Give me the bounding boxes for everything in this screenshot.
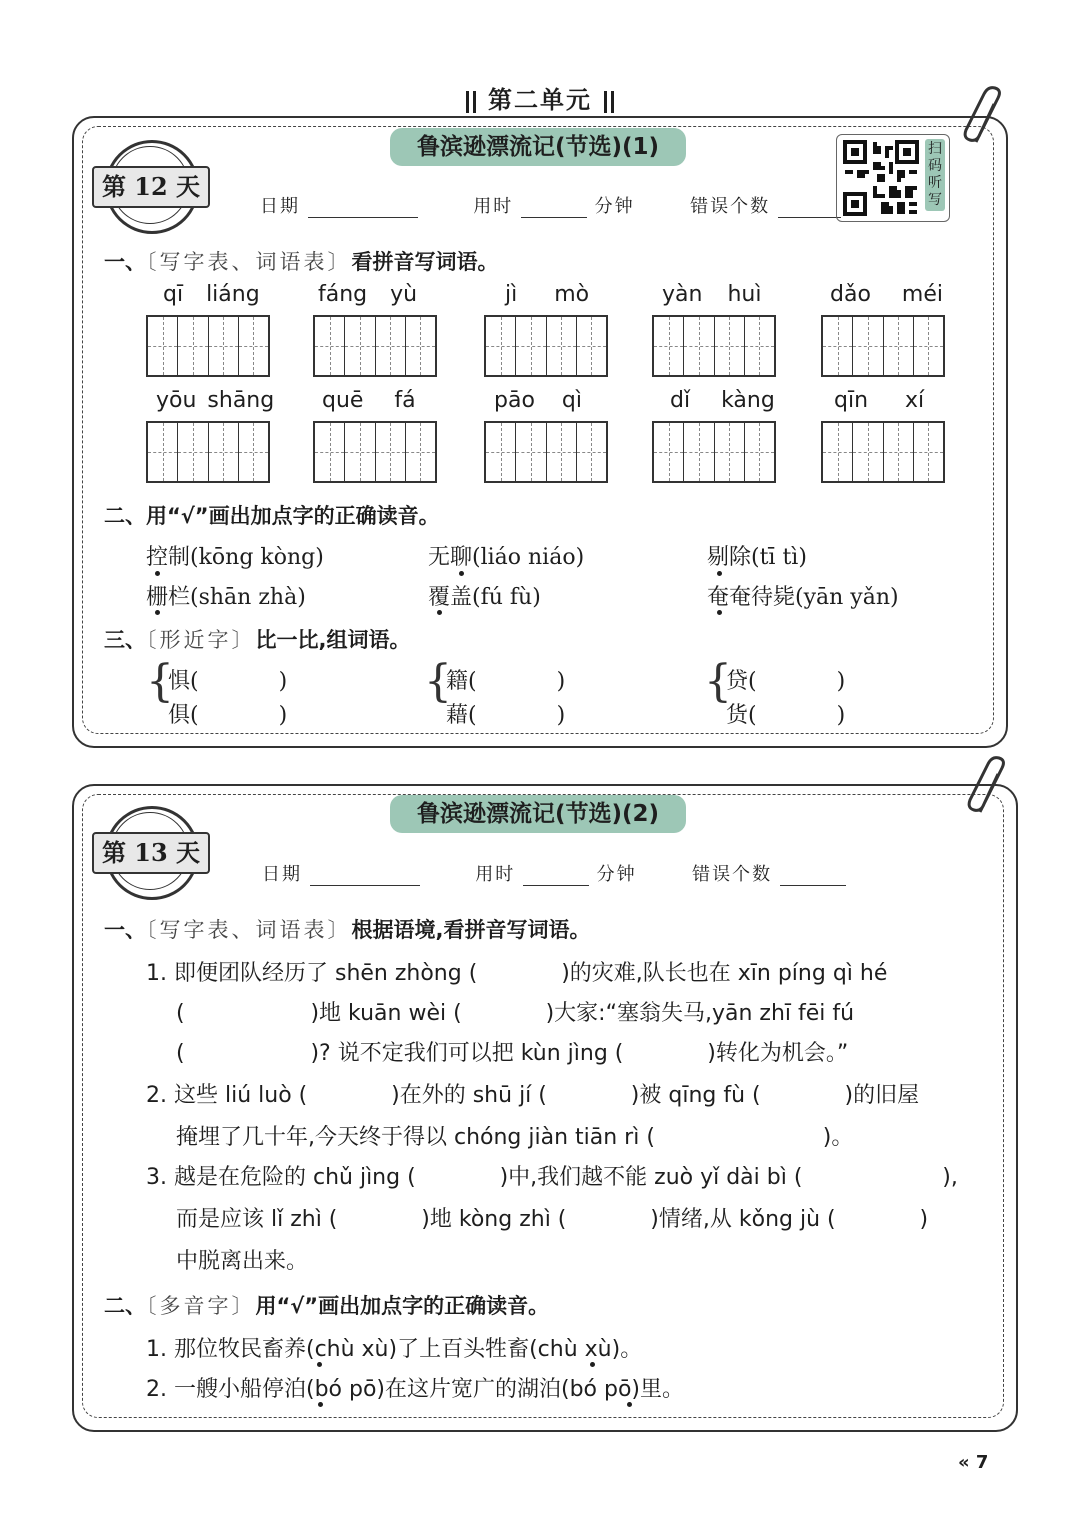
lesson12-day-label: 第 12 天 — [92, 166, 210, 208]
unit-title: 第二单元 — [0, 80, 1080, 115]
writing-grid[interactable] — [652, 421, 776, 483]
lesson13-day-label: 第 13 天 — [92, 832, 210, 874]
pinyin-label: dǎo méi — [830, 282, 943, 307]
lesson12-section2-heading: 二、用“√”画出加点字的正确读音。 — [104, 504, 440, 528]
context-question-line[interactable]: 3. 越是在危险的 chǔ jìng ( )中,我们越不能 zuò yǐ dài bì ( ), — [146, 1165, 958, 1190]
context-question-line[interactable]: 掩埋了几十年,今天终于得以 chóng jiàn tiān rì ( )。 — [176, 1125, 854, 1150]
qr-code-icon[interactable] — [841, 138, 921, 218]
writing-grid[interactable] — [484, 421, 608, 483]
lesson13-section1-heading: 一、〔写字表、词语表〕根据语境,看拼音写词语。 — [104, 918, 591, 942]
lesson12-section3-heading: 三、〔形近字〕比一比,组词语。 — [104, 628, 411, 652]
word-pair-top: 籍( ) — [446, 669, 566, 694]
errors-field[interactable] — [780, 867, 846, 886]
lesson12-day-badge — [92, 140, 202, 230]
emphasis-dot — [317, 1362, 322, 1367]
errors-label: 错误个数 — [690, 196, 771, 217]
pinyin-label: yōu shāng — [156, 388, 275, 413]
page-arrow-icon: « — [958, 1452, 970, 1473]
emphasis-dot — [437, 610, 442, 615]
word-pair-bottom: 货( ) — [726, 703, 846, 728]
context-question-line[interactable]: ( )地 kuān wèi ( )大家:“塞翁失马,yān zhī fēi fú — [176, 1001, 855, 1026]
writing-grid[interactable] — [313, 421, 437, 483]
context-question-line[interactable]: 2. 这些 liú luò ( )在外的 shū jí ( )被 qīng fù ( )的旧屋 — [146, 1083, 920, 1108]
word-pair-group: { 惧( ) 俱( ) — [146, 656, 288, 728]
polyphone-item[interactable]: 2. 一艘小船停泊(bó pō)在这片宽广的湖泊(bó pō)里。 — [146, 1377, 685, 1402]
emphasis-dot — [155, 610, 160, 615]
time-label: 用时 — [473, 196, 514, 217]
lesson12-title: 鲁滨逊漂流记(节选)(1) — [390, 128, 686, 166]
writing-grid[interactable] — [484, 315, 608, 377]
polyphone-item[interactable]: 1. 那位牧民畜养(chù xù)了上百头牲畜(chù xù)。 — [146, 1337, 643, 1362]
reading-item[interactable]: 无聊(liáo niáo) — [428, 545, 585, 570]
emphasis-dot — [717, 610, 722, 615]
reading-item[interactable]: 栅栏(shān zhà) — [146, 585, 306, 610]
writing-grid[interactable] — [652, 315, 776, 377]
pinyin-label: qīn xí — [834, 388, 925, 413]
writing-grid[interactable] — [313, 315, 437, 377]
writing-grid[interactable] — [146, 315, 270, 377]
pinyin-label: dǐ kàng — [670, 388, 775, 413]
pinyin-label: yàn huì — [662, 282, 762, 307]
date-field[interactable] — [308, 199, 418, 218]
pinyin-label: quē fá — [322, 388, 416, 413]
lesson13-title: 鲁滨逊漂流记(节选)(2) — [390, 795, 686, 833]
reading-item[interactable]: 覆盖(fú fù) — [428, 585, 541, 610]
writing-grid[interactable] — [146, 421, 270, 483]
context-question-line[interactable]: ( )? 说不定我们可以把 kùn jìng ( )转化为机会。” — [176, 1041, 849, 1066]
emphasis-dot — [318, 1402, 323, 1407]
pinyin-label: fáng yù — [318, 282, 418, 307]
pinyin-label: jì mò — [505, 282, 590, 307]
reading-item[interactable]: 控制(kōng kòng) — [146, 545, 324, 570]
context-question-line[interactable]: 而是应该 lǐ zhì ( )地 kòng zhì ( )情绪,从 kǒng jù ( ) — [176, 1207, 929, 1232]
paperclip-icon — [962, 86, 1006, 146]
lesson13-day-badge — [92, 806, 202, 896]
time-field[interactable] — [523, 867, 589, 886]
qr-caption: 扫码听写 — [925, 139, 945, 211]
lesson12-section1-heading: 一、〔写字表、词语表〕看拼音写词语。 — [104, 250, 499, 274]
lesson13-section2-heading: 二、〔多音字〕用“√”画出加点字的正确读音。 — [104, 1294, 550, 1318]
emphasis-dot — [590, 1362, 595, 1367]
pinyin-label: qī liáng — [163, 282, 260, 307]
writing-grid[interactable] — [821, 315, 945, 377]
pinyin-label: pāo qì — [494, 388, 582, 413]
time-label: 用时 — [475, 864, 516, 885]
context-question-line[interactable]: 1. 即便团队经历了 shēn zhòng ( )的灾难,队长也在 xīn píng qì hé — [146, 961, 888, 986]
date-field[interactable] — [310, 867, 420, 886]
lesson13-meta-row — [262, 860, 846, 886]
context-question-line: 中脱离出来。 — [176, 1249, 309, 1274]
word-pair-bottom: 俱( ) — [168, 703, 288, 728]
date-label: 日期 — [260, 196, 300, 217]
reading-item[interactable]: 奄奄待毙(yān yǎn) — [707, 585, 899, 610]
time-field[interactable] — [521, 199, 587, 218]
qr-block — [836, 134, 950, 222]
paperclip-icon — [966, 756, 1010, 816]
page-number: « 7 — [958, 1452, 989, 1473]
errors-label: 错误个数 — [692, 864, 773, 885]
errors-field[interactable] — [778, 199, 844, 218]
minutes-label: 分钟 — [596, 864, 637, 885]
writing-grid[interactable] — [821, 421, 945, 483]
emphasis-dot — [155, 571, 160, 576]
date-label: 日期 — [262, 864, 302, 885]
word-pair-top: 贷( ) — [726, 669, 846, 694]
word-pair-group: { 籍( ) 藉( ) — [424, 656, 566, 728]
emphasis-dot — [717, 571, 722, 576]
lesson12-meta-row — [260, 192, 844, 218]
minutes-label: 分钟 — [594, 196, 635, 217]
reading-item[interactable]: 剔除(tī tì) — [707, 545, 807, 570]
emphasis-dot — [627, 1402, 632, 1407]
word-pair-group: { 贷( ) 货( ) — [704, 656, 846, 728]
word-pair-bottom: 藉( ) — [446, 703, 566, 728]
emphasis-dot — [459, 571, 464, 576]
word-pair-top: 惧( ) — [168, 669, 288, 694]
